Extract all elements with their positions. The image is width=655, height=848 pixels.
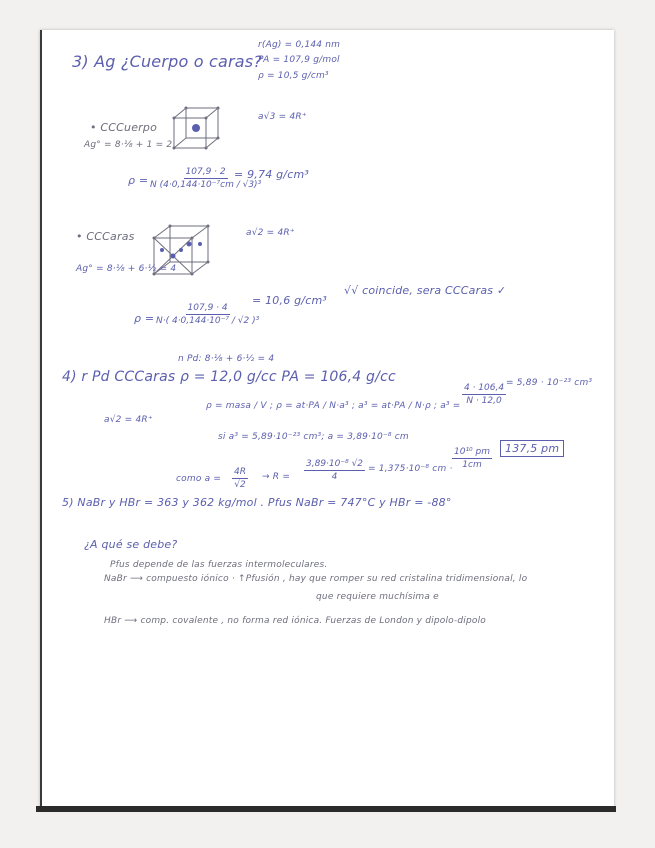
q4-header: 4) r Pd CCCaras ρ = 12,0 g/cc PA = 106,4 g/cc xyxy=(62,369,396,385)
q5-line-4: HBr ⟶ comp. covalente , no forma red iónica. Fuerzas de London y dipolo-dipolo xyxy=(104,616,486,626)
q4-conversion-denominator: 1cm xyxy=(462,460,482,470)
q4-volume-result: = 5,89 · 10⁻²³ cm³ xyxy=(506,378,593,388)
q3-atomic-mass: PA = 107,9 g/mol xyxy=(258,55,340,65)
q4-density-definition: ρ = masa / V ; ρ = at·PA / N·a³ ; a³ = at·PA / N·ρ ; a³ = xyxy=(206,401,461,411)
q3-fcc-rho-result: = 10,6 g/cm³ xyxy=(252,294,327,307)
q3-bcc-relation: a√3 = 4R⁺ xyxy=(258,112,307,122)
q3-fcc-rho-fraction xyxy=(154,302,261,327)
q4-como-label: como a = xyxy=(176,474,222,484)
q3-fcc-atoms: Ag° = 8·⅛ + 6·½ = 4 xyxy=(76,264,177,274)
bcc-unit-cell-drawing xyxy=(170,104,224,152)
q4-a-numerator: 4R xyxy=(234,467,246,477)
q3-bcc-atoms: Ag° = 8·⅛ + 1 = 2 xyxy=(84,140,173,150)
q3-radius: r(Ag) = 0,144 nm xyxy=(258,40,341,50)
q4-atoms-note: n Pd: 8·⅛ + 6·½ = 4 xyxy=(178,354,275,364)
q3-fcc-label: • CCCaras xyxy=(76,230,135,243)
q3-header: 3) Ag ¿Cuerpo o caras? xyxy=(72,52,263,71)
q4-volume-fraction xyxy=(462,382,506,407)
page-edge-shadow xyxy=(36,806,616,812)
q4-lattice-parameter: si a³ = 5,89·10⁻²³ cm³; a = 3,89·10⁻⁸ cm xyxy=(218,432,409,442)
q4-relation: a√2 = 4R⁺ xyxy=(104,415,153,425)
q5-line-1: Pfus depende de las fuerzas intermoleculares. xyxy=(110,560,328,570)
q4-conversion-fraction xyxy=(452,446,492,471)
q3-fcc-relation: a√2 = 4R⁺ xyxy=(246,228,295,238)
q5-question: ¿A qué se debe? xyxy=(84,538,178,551)
q4-r-label: → R = xyxy=(262,472,291,482)
q4-volume-numerator: 4 · 106,4 xyxy=(464,383,505,393)
q4-final-answer xyxy=(500,442,564,455)
q3-bcc-rho-result: = 9,74 g/cm³ xyxy=(234,168,309,181)
q4-volume-denominator: N · 12,0 xyxy=(466,396,502,406)
q5-line-3: que requiere muchísima e xyxy=(316,592,439,602)
q4-r-denominator: 4 xyxy=(331,472,338,482)
q3-bcc-rho-numerator: 107,9 · 2 xyxy=(185,167,226,177)
q3-fcc-rho-numerator: 107,9 · 4 xyxy=(187,303,228,313)
q3-fcc-rho-label: ρ = xyxy=(134,312,155,325)
q4-a-denominator: √2 xyxy=(234,480,246,490)
q3-bcc-rho-denominator: N (4·0,144·10⁻⁷cm / √3)³ xyxy=(150,180,262,190)
q4-a-fraction xyxy=(232,466,248,491)
q4-final-answer-box: 137,5 pm xyxy=(500,440,564,457)
q4-r-numerator: 3,89·10⁻⁸ √2 xyxy=(306,459,364,469)
q3-fcc-rho-denominator: N·( 4·0,144·10⁻⁷ / √2 )³ xyxy=(156,316,260,326)
q5-header: 5) NaBr y HBr = 363 y 362 kg/mol . Pfus NaBr = 747°C y HBr = -88° xyxy=(62,496,452,509)
q5-line-2: NaBr ⟶ compuesto iónico · ↑Pfusión , hay que romper su red cristalina tridimensional, lo xyxy=(104,574,528,584)
q4-r-fraction xyxy=(304,458,365,483)
q3-bcc-rho-label: ρ = xyxy=(128,174,149,187)
q4-conversion-numerator: 10¹⁰ pm xyxy=(454,447,491,457)
q3-fcc-conclusion: √√ coincide, sera CCCaras ✓ xyxy=(344,284,507,297)
q3-bcc-label: • CCCuerpo xyxy=(90,121,158,134)
q4-r-result: = 1,375·10⁻⁸ cm · xyxy=(368,464,453,474)
q3-density: ρ = 10,5 g/cm³ xyxy=(258,71,329,81)
